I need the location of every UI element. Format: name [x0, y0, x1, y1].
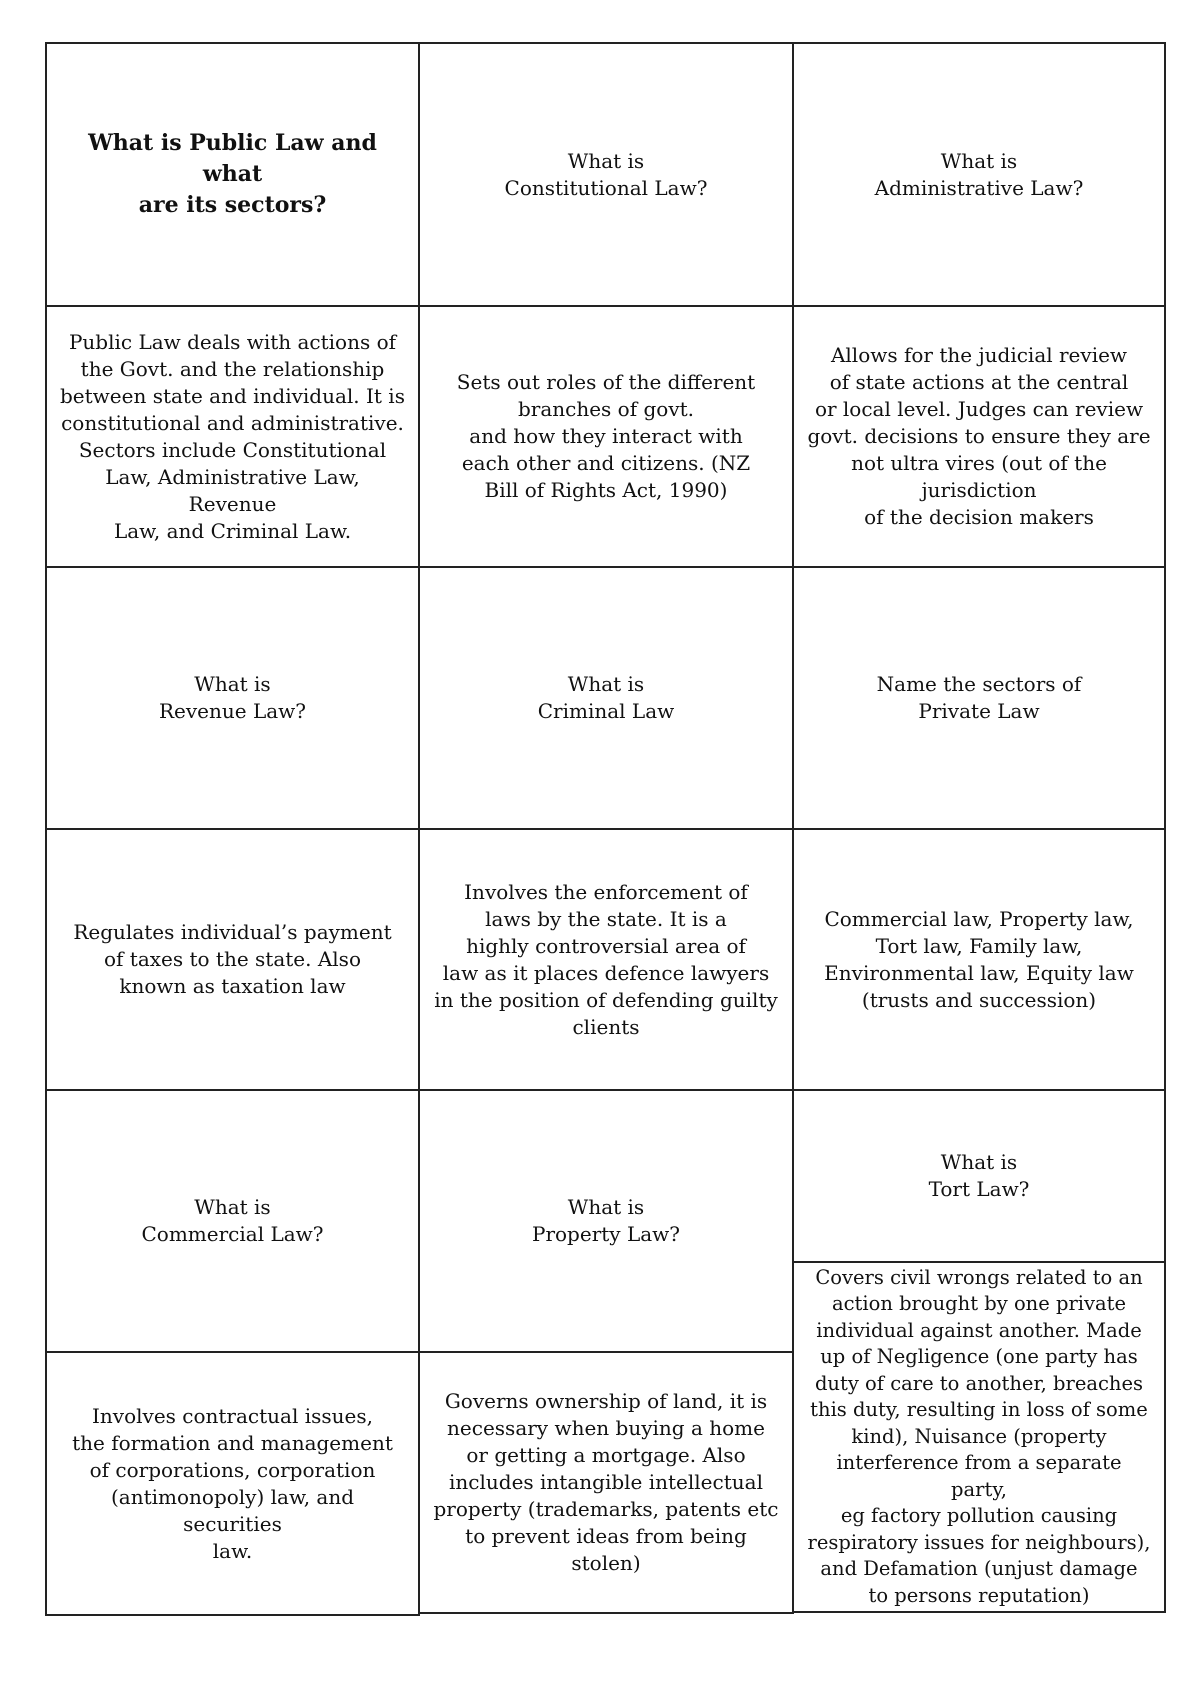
card-revenue-question — [45, 566, 420, 830]
card-text: What is Tort Law? — [928, 1150, 1030, 1201]
card-constitutional-answer — [418, 305, 794, 568]
card-text: Regulates individual’s payment of taxes to the state. Also known as taxation law — [73, 920, 392, 998]
card-private-sectors-answer — [792, 828, 1166, 1091]
card-commercial-question — [45, 1089, 420, 1353]
card-private-sectors-question — [792, 566, 1166, 830]
card-revenue-answer — [45, 828, 420, 1091]
card-text: What is Commercial Law? — [141, 1195, 324, 1246]
card-text: What is Criminal Law — [537, 672, 675, 723]
card-text: What is Public Law and what are its sectors? — [88, 130, 377, 218]
card-text: Covers civil wrongs related to an action brought by one private individual against another. Made up of Negligence (one party has duty of care to another, breaches this duty, resulting in loss of some kind), Nuisance (property interference from a separate party, eg factory pollution causing respiratory issues for neighbours), and Defamation (unjust damage to persons reputation) — [807, 1265, 1151, 1607]
card-text: Involves contractual issues, the formation and management of corporations, corporation (antimonopoly) law, and securities law. — [72, 1403, 393, 1563]
card-property-question — [418, 1089, 794, 1353]
card-text: Name the sectors of Private Law — [876, 672, 1082, 723]
card-text: What is Constitutional Law? — [504, 148, 708, 200]
card-text: Involves the enforcement of laws by the state. It is a highly controversial area of law as it places defence lawyers in the position of defending guilty clients — [434, 879, 778, 1039]
card-tort-answer — [792, 1261, 1166, 1613]
card-tort-question — [792, 1089, 1166, 1263]
card-administrative-question — [792, 42, 1166, 307]
card-text: Sets out roles of the different branches of govt. and how they interact with each other and citizens. (NZ Bill of Rights Act, 1990) — [456, 370, 756, 502]
card-criminal-question — [418, 566, 794, 830]
card-criminal-answer — [418, 828, 794, 1091]
card-property-answer — [418, 1351, 794, 1614]
card-text: What is Revenue Law? — [158, 672, 307, 723]
card-text: Commercial law, Property law, Tort law, Family law, Environmental law, Equity law (trusts and succession) — [824, 906, 1134, 1012]
card-administrative-answer — [792, 305, 1166, 568]
card-commercial-answer — [45, 1351, 420, 1616]
card-public-law-answer — [45, 305, 420, 568]
card-text: Public Law deals with actions of the Govt. and the relationship between state and individual. It is constitutional and administrative. Sectors include Constitutional Law, Administrative Law, Revenue Law, and Criminal Law. — [60, 329, 405, 543]
card-text: What is Administrative Law? — [874, 148, 1084, 200]
card-public-law-question — [45, 42, 420, 307]
card-text: What is Property Law? — [532, 1195, 680, 1246]
card-text: Allows for the judicial review of state actions at the central or local level. Judges can review govt. decisions to ensure they are not ultra vires (out of the jurisdiction of the decision makers — [807, 343, 1151, 529]
card-text: Governs ownership of land, it is necessary when buying a home or getting a mortgage. Also includes intangible intellectual property (trademarks, patents etc to prevent ideas from being stolen) — [433, 1389, 779, 1575]
card-constitutional-question — [418, 42, 794, 307]
